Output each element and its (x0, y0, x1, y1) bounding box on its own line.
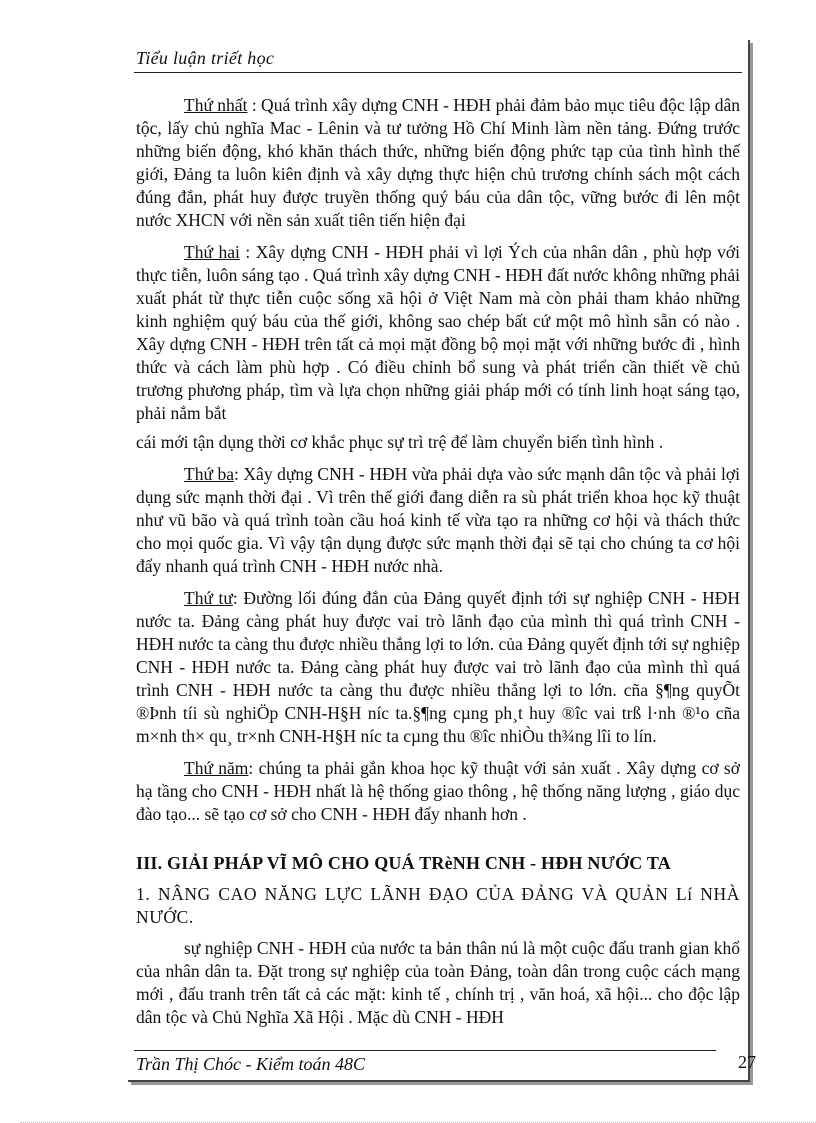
paragraph-text: : Đường lối đúng đắn của Đảng quyết định tới sự nghiệp CNH - HĐH nước ta. Đảng càng phát huy được vai trò lãnh đạo của mình thì quá trình CNH - HĐH nước ta càng thu được nhiều thắng lợi to lớn. của Đảng quyết định tới sự nghiệp CNH - HĐH nước ta. Đảng càng phát huy được vai trò lãnh đạo của mình thì quá trình CNH - HĐH nước ta càng thu được nhiều thắng lợi to lớn. cña §¶ng quyÕt ®Þnh tíi sù nghiÖp CNH-H§H níc ta.§¶ng cµng ph¸t huy ®îc vai trß l·nh ®¹o cña m×nh th× qu¸ tr×nh CNH-H§H níc ta cµng thu ®îc nhiÒu th¾ng lîi to lín. (136, 588, 740, 746)
paragraph-thu-ba (136, 463, 740, 578)
paragraph-text: : Xây dựng CNH - HĐH phải vì lợi Ých của nhân dân , phù hợp với thực tiễn, luôn sáng tạo . Quá trình xây dựng CNH - HĐH đất nước không những phải xuất phát từ thực tiễn cuộc sống xã hội ở Việt Nam mà còn phải tham khảo những kinh nghiệm quý báu của thế giới, không sao chép bất cứ một mô hình sẵn có nào . Xây dựng CNH - HĐH trên tất cả mọi mặt đồng bộ mọi mặt với những bước đi , hình thức và cách làm phù hợp . Có điều chỉnh bổ sung và phát triển cần thiết về chủ trương phương pháp, tìm và lựa chọn những giải pháp mới có tính linh hoạt sáng tạo, phải nắm bắt (136, 242, 740, 423)
footer-author: Trần Thị Chóc - Kiểm toán 48C (136, 1054, 366, 1074)
section-heading: III. GIẢI PHÁP VĨ MÔ CHO QUÁ TRèNH CNH - HĐH NƯỚC TA (136, 853, 671, 873)
paragraph-su-nghiep: sự nghiệp CNH - HĐH của nước ta bản thân nú là một cuộc đấu tranh gian khổ của nhân dân ta. Đặt trong sự nghiệp của toàn Đảng, toàn dân trong cuộc cách mạng mới , đấu tranh trên tất cả các mặt: kinh tế , chính trị , văn hoá, xã hội... cho độc lập dân tộc và Chủ Nghĩa Xã Hội . Mặc dù CNH - HĐH (136, 938, 740, 1027)
paragraph-lead: Thứ năm (184, 758, 249, 778)
paragraph-text: : Quá trình xây dựng CNH - HĐH phải đảm bảo mục tiêu độc lập dân tộc, lấy chủ nghĩa Mac - Lênin và tư tưởng Hồ Chí Minh làm nền tảng. Đứng trước những biến động, khó khăn thách thức, những biến động phức tạp của tình hình thế giới, Đảng ta luôn kiên định và xây dựng thực hiện chủ trương chính sách một cách đúng đắn, phát huy được truyền thống quý báu của dân tộc, vững bước đi lên một nước XHCN với nền sản xuất tiên tiến hiện đại (136, 95, 741, 230)
paragraph-thu-nam (136, 757, 740, 826)
paragraph-thu-hai-continued: cái mới tận dụng thời cơ khắc phục sự trì trệ để làm chuyển biến tình hình . (136, 432, 664, 452)
paragraph-lead: Thứ ba (184, 464, 234, 484)
paragraph-lead: Thứ nhất (184, 95, 248, 115)
page-header-title: Tiểu luận triết học (136, 48, 275, 68)
paragraph-lead: Thứ tư (184, 588, 233, 608)
paragraph-thu-hai (136, 241, 740, 425)
paragraph-text: : Xây dựng CNH - HĐH vừa phải dựa vào sức mạnh dân tộc và phải lợi dụng sức mạnh thời đại . Vì trên thế giới đang diễn ra sù phát triển khoa học kỹ thuật như vũ bão và quá trình toàn cầu hoá kinh tế vừa tạo ra những cơ hội và thách thức cho mọi quốc gia. Vì vậy tận dụng được sức mạnh thời đại sẽ tại cho chúng ta cơ hội đẩy nhanh quá trình CNH - HĐH nước nhà. (136, 464, 740, 576)
footer-divider (134, 1050, 716, 1051)
paragraph-thu-nhat (136, 94, 740, 232)
page-number: 27 (738, 1052, 756, 1072)
paragraph-lead: Thứ hai (184, 242, 240, 262)
document-body (136, 94, 740, 1038)
header-divider (134, 72, 742, 73)
subsection-heading: 1. NÂNG CAO NĂNG LỰC LÃNH ĐẠO CỦA ĐẢNG VÀ QUẢN Lí NHÀ NƯỚC. (136, 884, 740, 927)
paragraph-thu-tu (136, 587, 740, 748)
paragraph-text: : chúng ta phải gắn khoa học kỹ thuật với sản xuất . Xây dựng cơ sở hạ tầng cho CNH - HĐH nhất là hệ thống giao thông , hệ thống năng lượng , giáo dục đào tạo... sẽ tạo cơ sở cho CNH - HĐH đẩy nhanh hơn . (136, 758, 740, 824)
